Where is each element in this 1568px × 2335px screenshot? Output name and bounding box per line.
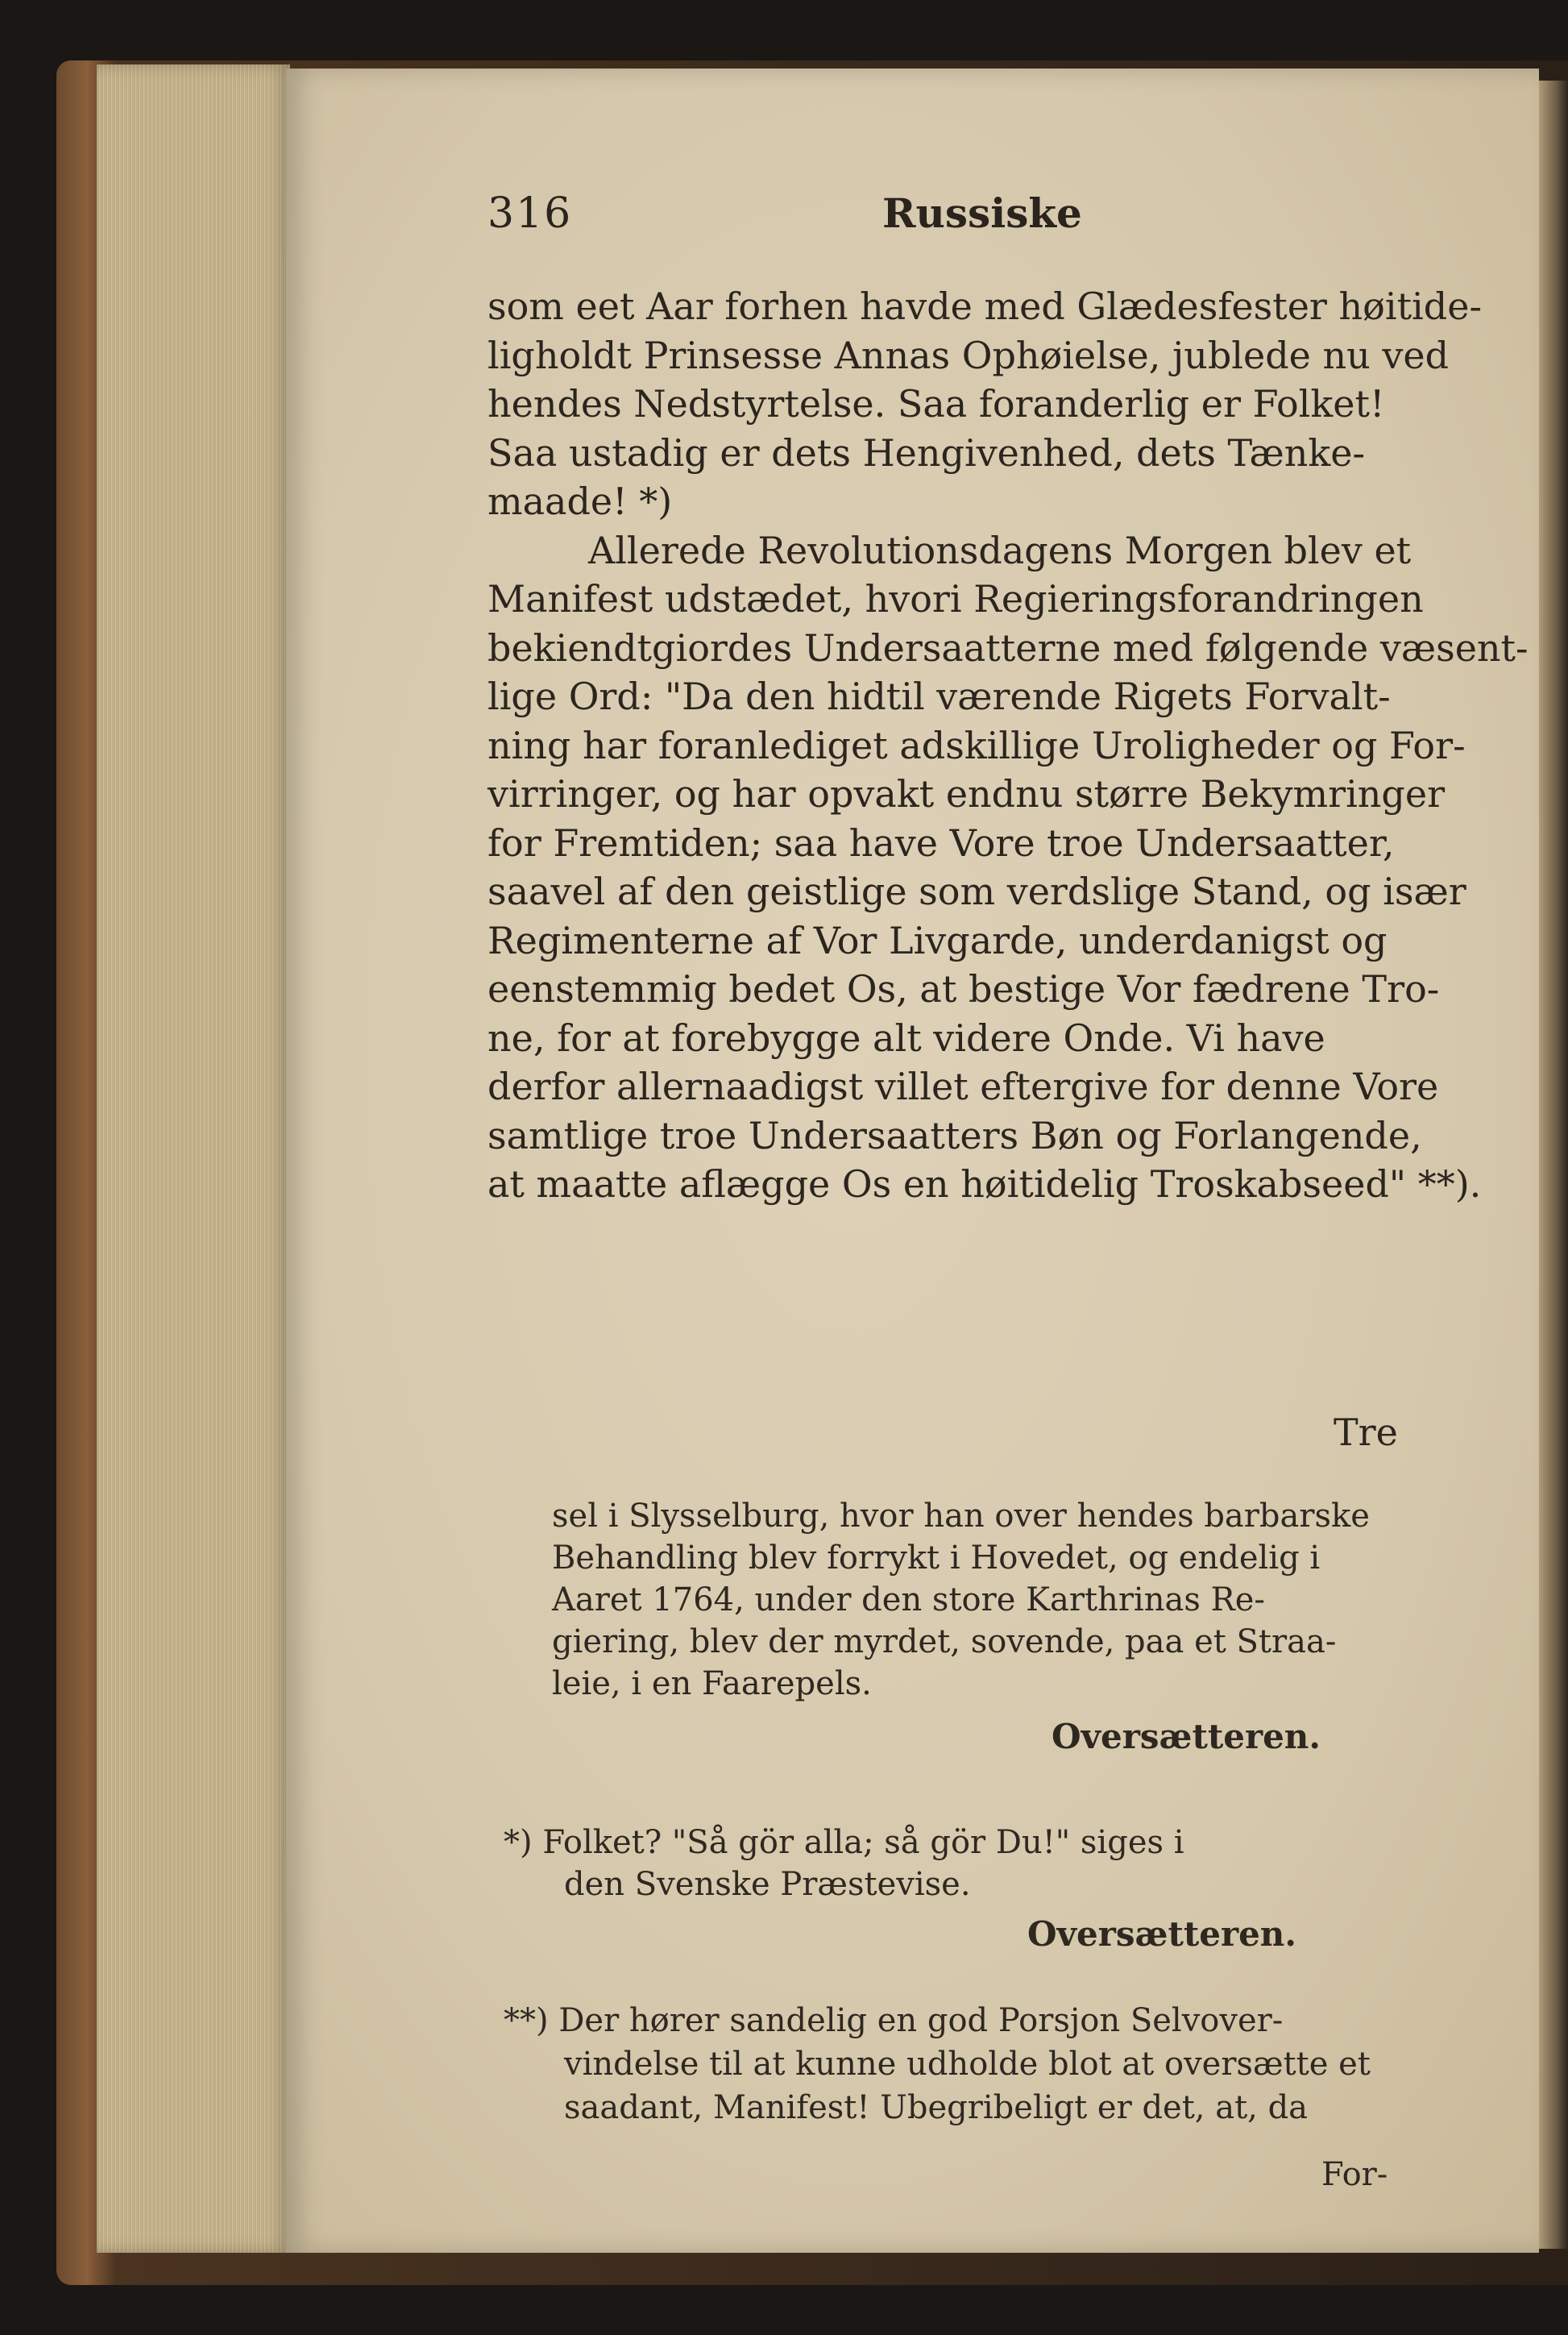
footnote-line: *) Folket? "Så gör alla; så gör Du!" siges i [504,1824,1184,1861]
text-line: saavel af den geistlige som verdslige Stand, og især [487,870,1466,913]
catchword: Tre [1334,1411,1398,1454]
text-line: ning har foranlediget adskillige Uroligheder og For- [487,723,1466,767]
footnote-line: leie, i en Faarepels. [552,1665,872,1702]
footnote-line: giering, blev der myrdet, sovende, paa et Straa- [552,1623,1337,1660]
text-line: eenstemmig bedet Os, at bestige Vor fædrene Tro- [487,967,1440,1011]
book-page [286,69,1539,2253]
footnote-star [504,1822,1511,1955]
text-line: derfor allernaadigst villet eftergive for denne Vore [487,1065,1439,1108]
footnote-line: Behandling blev forrykt i Hovedet, og endelig i [552,1539,1321,1577]
text-line: bekiendtgiordes Undersaatterne med følgende væsent- [487,625,1529,670]
footnote-catchword: For- [1321,2156,1388,2193]
footnote-line: vindelse til at kunne udholde blot at oversætte et [564,2046,1371,2083]
text-line: maade! *) [487,480,673,523]
text-line: at maatte aflægge Os en høitidelig Troskabseed" **). [487,1162,1482,1206]
text-line: lige Ord: "Da den hidtil værende Rigets Forvalt- [487,675,1391,718]
text-line: hendes Nedstyrtelse. Saa foranderlig er Folket! [487,382,1385,426]
text-line: Saa ustadig er dets Hengivenhed, dets Tænke- [487,430,1366,475]
page-header [487,189,1535,262]
text-line: for Fremtiden; saa have Vore troe Undersaatter, [487,821,1395,865]
text-line: Allerede Revolutionsdagens Morgen blev et [588,528,1412,572]
translator-signature: Oversætteren. [1027,1914,1296,1954]
running-head: Russiske [882,189,1082,237]
footnote-line: **) Der hører sandelig en god Porsjon Selvover- [504,2002,1284,2039]
footnote-line: sel i Slysselburg, hvor han over hendes barbarske [552,1498,1370,1535]
text-line: virringer, og har opvakt endnu større Bekymringer [487,772,1446,816]
footnote-line: Aaret 1764, under den store Karthrinas Re- [552,1581,1265,1618]
footnote-double-star [504,1999,1551,2129]
footnote-line: den Svenske Præstevise. [564,1866,971,1903]
footnote-continued [552,1495,1519,1758]
page-number: 316 [487,189,573,238]
text-line: ne, for at forebygge alt videre Onde. Vi have [487,1016,1325,1060]
translator-signature: Oversætteren. [1052,1717,1321,1756]
main-text [487,282,1568,1209]
text-line: Manifest udstædet, hvori Regieringsforandringen [487,577,1424,621]
page-edges [97,64,290,2253]
text-line: Regimenterne af Vor Livgarde, underdanigst og [487,918,1388,962]
text-line: som eet Aar forhen havde med Glædesfester høitide- [487,285,1482,328]
text-line: samtlige troe Undersaatters Bøn og Forlangende, [487,1113,1422,1157]
text-line: ligholdt Prinsesse Annas Ophøielse, jublede nu ved [487,333,1450,377]
footnote-line: saadant, Manifest! Ubegribeligt er det, at, da [564,2089,1309,2126]
